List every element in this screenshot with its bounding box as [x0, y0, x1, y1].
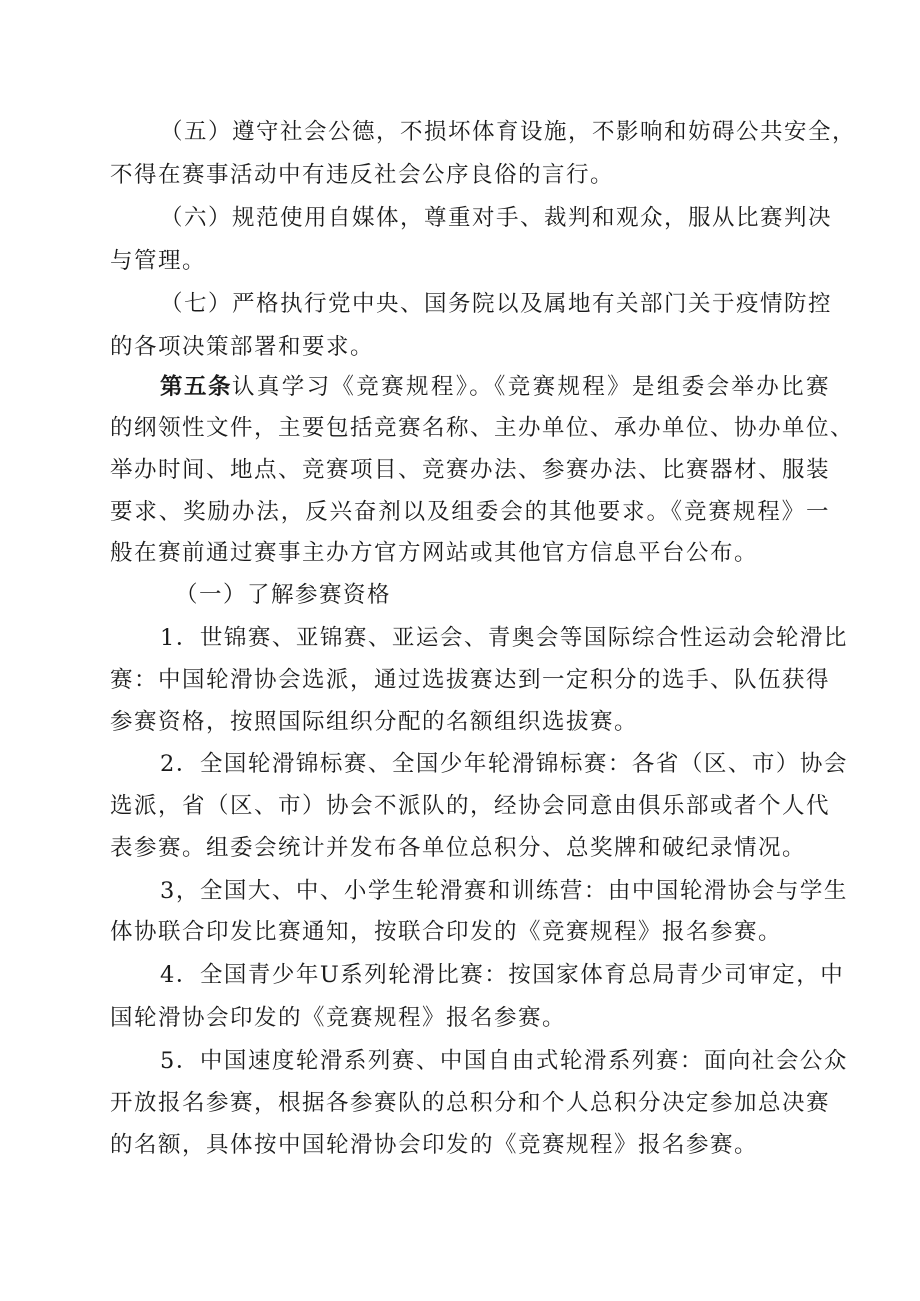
- point-2-line-1: 2．全国轮滑锦标赛、全国少年轮滑锦标赛：各省（区、市）协会: [160, 751, 848, 777]
- point-2-line-2: 选派，省（区、市）协会不派队的，经协会同意由俱乐部或者个人代: [110, 793, 831, 819]
- item-7-line-2: 的各项决策部署和要求。: [110, 334, 375, 360]
- item-7-line-1: （七）严格执行党中央、国务院以及属地有关部门关于疫情防控: [160, 291, 833, 317]
- item-6-line-1: （六）规范使用自媒体，尊重对手、裁判和观众，服从比赛判决: [160, 205, 833, 231]
- point-1-line-2: 赛：中国轮滑协会选派，通过选拔赛达到一定积分的选手、队伍获得: [110, 667, 831, 693]
- item-5-line-1: （五）遵守社会公德，不损坏体育设施，不影响和妨碍公共安全，: [160, 119, 857, 145]
- article-5-heading: 第五条: [160, 374, 233, 400]
- point-1-line-1: 1．世锦赛、亚锦赛、亚运会、青奥会等国际综合性运动会轮滑比: [160, 625, 848, 651]
- article-5-line-3: 举办时间、地点、竞赛项目、竞赛办法、参赛办法、比赛器材、服装: [110, 457, 831, 483]
- item-5-line-2: 不得在赛事活动中有违反社会公序良俗的言行。: [110, 162, 615, 188]
- sub-1-line-1: （一）了解参赛资格: [175, 582, 392, 608]
- article-5-line-4: 要求、奖励办法，反兴奋剂以及组委会的其他要求。《竞赛规程》一: [110, 499, 830, 525]
- point-5-line-3: 的名额，具体按中国轮滑协会印发的《竞赛规程》报名参赛。: [110, 1132, 759, 1158]
- point-4-line-1: 4．全国青少年U系列轮滑比赛：按国家体育总局青少司审定，中: [160, 962, 845, 988]
- article-5-line-2: 的纲领性文件，主要包括竞赛名称、主办单位、承办单位、协办单位、: [110, 415, 855, 441]
- point-5-line-2: 开放报名参赛，根据各参赛队的总积分和个人总积分决定参加总决赛: [110, 1090, 831, 1116]
- point-3-line-1: 3，全国大、中、小学生轮滑赛和训练营：由中国轮滑协会与学生: [160, 878, 848, 904]
- point-1-line-3: 参赛资格，按照国际组织分配的名额组织选拔赛。: [110, 709, 639, 735]
- item-6-line-2: 与管理。: [110, 248, 207, 274]
- article-5-line-5: 般在赛前通过赛事主办方官方网站或其他官方信息平台公布。: [110, 540, 759, 566]
- point-5-line-1: 5．中国速度轮滑系列赛、中国自由式轮滑系列赛：面向社会公众: [160, 1048, 848, 1074]
- point-4-line-2: 国轮滑协会印发的《竞赛规程》报名参赛。: [110, 1005, 567, 1031]
- point-2-line-3: 表参赛。组委会统计并发布各单位总积分、总奖牌和破纪录情况。: [110, 835, 807, 861]
- article-5-line-1: [160, 372, 830, 402]
- article-5-line-1-text: 认真学习《竞赛规程》。《竞赛规程》是组委会举办比赛: [232, 374, 830, 400]
- point-3-line-2: 体协联合印发比赛通知，按联合印发的《竞赛规程》报名参赛。: [110, 919, 783, 945]
